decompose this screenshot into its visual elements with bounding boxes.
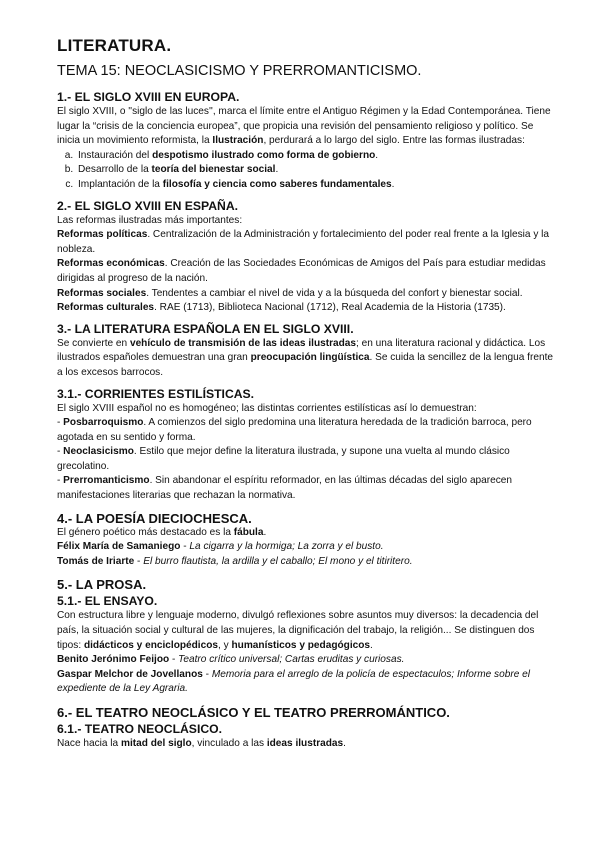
section-1-list (57, 149, 557, 193)
section-2-row: Reformas culturales. RAE (1713), Biblioteca Nacional (1712), Real Academia de la Historia (1735). (57, 302, 506, 314)
section-5-1-heading: 5.1.- EL ENSAYO. (57, 594, 158, 609)
section-3-1-row: - Prerromanticismo. Sin abandonar el espíritu reformador, en las últimas décadas del siglo aparecen manifestaciones literarias que rechazan la normativa. (57, 475, 513, 502)
section-1-heading: 1.- EL SIGLO XVIII EN EUROPA. (57, 90, 240, 104)
section-6-1-heading: 6.1.- TEATRO NEOCLÁSICO. (57, 722, 222, 736)
section-3-1-row: - Neoclasicismo. Estilo que mejor define la literatura ilustrada, y supone una vuelta al mundo clásico grecolatino. (57, 446, 510, 472)
section-6-paragraph: Nace hacia la mitad del siglo, vinculado a las ideas ilustradas. (57, 738, 346, 749)
document-subtitle: TEMA 15: NEOCLASICISMO Y PRERROMANTICISMO. (57, 63, 422, 79)
section-4-author: Félix María de Samaniego - La cigarra y la hormiga; La zorra y el busto. (57, 541, 384, 553)
section-2-row: Reformas políticas. Centralización de la Administración y fortalecimiento del poder real frente a la Iglesia y la nobleza. (57, 229, 550, 255)
section-3-paragraph: Se convierte en vehículo de transmisión de las ideas ilustradas; en una literatura racional y didáctica. Los ilustrados españoles demuestran una gran preocupación lingüística. Se cuida la sencillez de la lengua frente a los excesos barrocos. (57, 337, 553, 378)
section-5-author: Benito Jerónimo Feijoo - Teatro crítico universal; Cartas eruditas y curiosas. (57, 654, 405, 666)
section-1-paragraph: El siglo XVIII, o ''siglo de las luces'', marca el límite entre el Antiguo Régimen y la Edad Contemporánea. Tiene lugar la “crisis de la conciencia europea”, que propicia una revisión del pensamiento religioso y político. Se inicia un movimiento reformista, la Ilustración, perdurará a lo largo del siglo. Entre las formas ilustradas: (57, 106, 551, 147)
section-2-heading: 2.- EL SIGLO XVIII EN ESPAÑA. (57, 198, 239, 213)
section-3-1-intro: El siglo XVIII español no es homogéneo; las distintas corrientes estilísticas así lo demuestran: (57, 402, 477, 414)
section-3-1-heading: 3.1.- CORRIENTES ESTILÍSTICAS. (57, 386, 255, 401)
section-4-heading: 4.- LA POESÍA DIECIOCHESCA. (57, 510, 252, 526)
document-page (57, 36, 557, 752)
list-item: c. Implantación de la filosofía y ciencia como saberes fundamentales. (76, 178, 557, 193)
section-3-heading: 3.- LA LITERATURA ESPAÑOLA EN EL SIGLO XVIII. (57, 321, 354, 336)
section-4-intro: El género poético más destacado es la fábula. (57, 526, 267, 538)
section-2-row: Reformas sociales. Tendentes a cambiar el nivel de vida y a la búsqueda del confort y bienestar social. (57, 287, 523, 299)
section-3-1-row: - Posbarroquismo. A comienzos del siglo predomina una literatura heredada de la tradición barroca, pero agotada en su sentido y forma. (57, 417, 532, 443)
document-title: LITERATURA. (57, 36, 172, 55)
list-item: b. Desarrollo de la teoría del bienestar social. (76, 163, 557, 178)
section-2-intro: Las reformas ilustradas más importantes: (57, 214, 243, 226)
section-5-paragraph: Con estructura libre y lenguaje moderno, divulgó reflexiones sobre asuntos muy diversos: la decadencia del país, la situación social y cultural de las mujeres, la dignificación del trabajo, la religión... Se distinguen dos tipos: didácticos y enciclopédicos, y humanísticos y pedagógicos. (57, 610, 539, 651)
section-4-author: Tomás de Iriarte - El burro flautista, la ardilla y el caballo; El mono y el titiritero. (57, 555, 413, 567)
section-2-row: Reformas económicas. Creación de las Sociedades Económicas de Amigos del País para estudiar medidas dirigidas al progreso de la nación. (57, 258, 546, 284)
section-6-heading: 6.- EL TEATRO NEOCLÁSICO Y EL TEATRO PRERROMÁNTICO. (57, 705, 450, 720)
section-5-author: Gaspar Melchor de Jovellanos - Memoria para el arreglo de la policía de espectaculos; Informe sobre el expediente de la Ley Agraria. (57, 668, 530, 695)
list-item: a. Instauración del despotismo ilustrado como forma de gobierno. (76, 149, 557, 164)
section-5-heading: 5.- LA PROSA. (57, 577, 147, 593)
